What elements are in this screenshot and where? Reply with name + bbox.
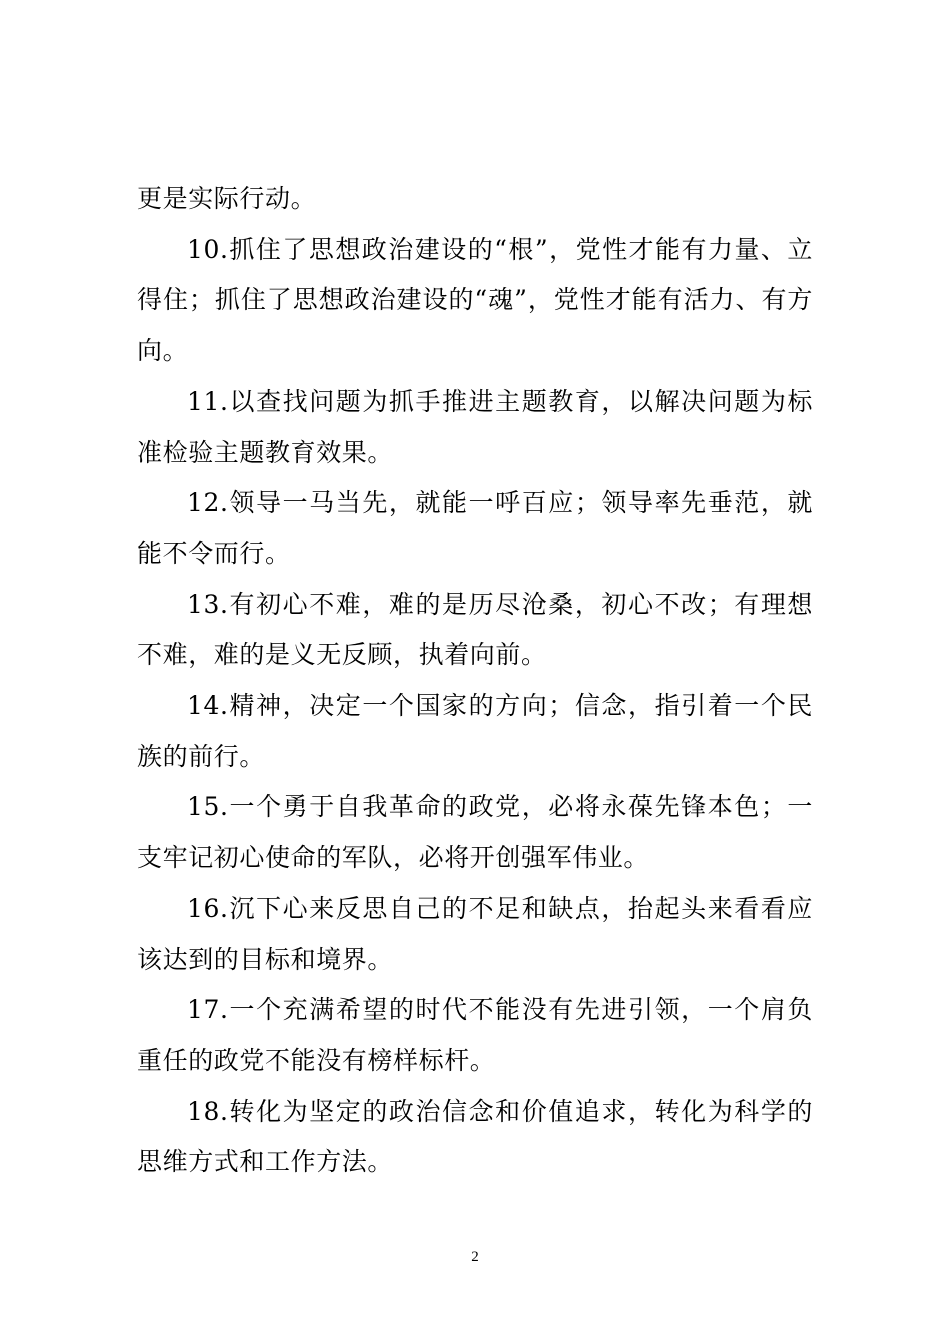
paragraph-item-12: 12.领导一马当先，就能一呼百应；领导率先垂范，就能不令而行。 [137,488,813,568]
paragraph-item-18: 18.转化为坚定的政治信念和价值追求，转化为科学的思维方式和工作方法。 [137,1096,813,1177]
paragraph-item-17: 17.一个充满希望的时代不能没有先进引领，一个肩负重任的政党不能没有榜样标杆。 [137,995,813,1075]
paragraph-item-14: 14.精神，决定一个国家的方向；信念，指引着一个民族的前行。 [137,691,813,771]
paragraph-item-11: 11.以查找问题为抓手推进主题教育，以解决问题为标准检验主题教育效果。 [137,386,813,467]
paragraph-item-10: 10.抓住了思想政治建设的“根”，党性才能有力量、立得住；抓住了思想政治建设的“魂”，党性才能有活力、有方向。 [137,234,813,366]
document-body [137,174,813,1188]
page-number: 2 [471,1249,479,1265]
paragraph-item-15: 15.一个勇于自我革命的政党，必将永葆先锋本色；一支牢记初心使命的军队，必将开创强军伟业。 [137,792,813,873]
paragraph-item-13: 13.有初心不难，难的是历尽沧桑，初心不改；有理想不难，难的是义无反顾，执着向前。 [137,589,813,670]
paragraph-continuation: 更是实际行动。 [137,184,317,213]
paragraph-item-16: 16.沉下心来反思自己的不足和缺点，抬起头来看看应该达到的目标和境界。 [137,893,813,974]
